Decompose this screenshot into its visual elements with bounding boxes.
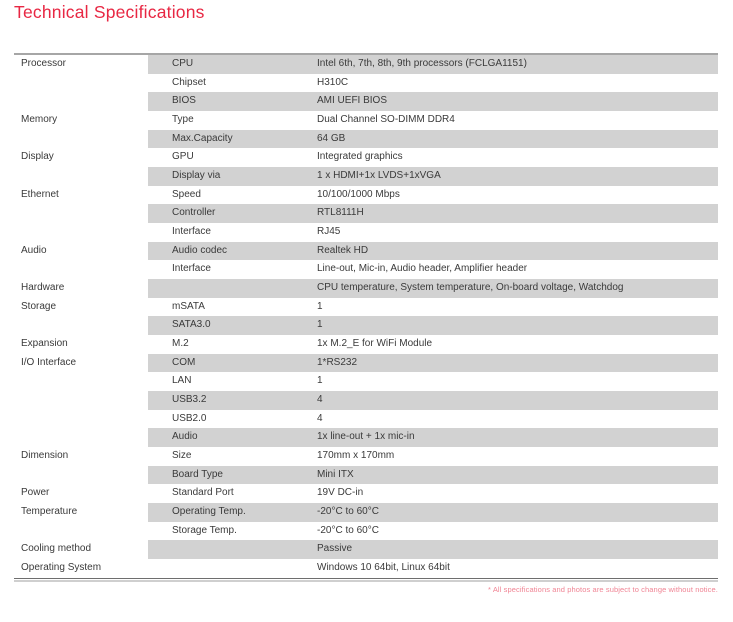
row-sub-label: CPU <box>172 58 194 69</box>
row-sub-label: Type <box>172 114 194 126</box>
row-cells <box>148 186 718 205</box>
row-group-label <box>14 260 148 279</box>
table-row <box>14 55 718 74</box>
table-row <box>14 148 718 167</box>
row-cells <box>148 92 718 111</box>
row-cells <box>148 559 718 578</box>
row-cells <box>148 410 718 429</box>
table-row <box>14 111 718 130</box>
row-group-label <box>14 316 148 335</box>
row-group-label <box>14 466 148 485</box>
footnote: * All specifications and photos are subject to change without notice. <box>488 585 718 594</box>
table-row <box>14 410 718 429</box>
row-value: 4 <box>317 394 323 406</box>
page-title: Technical Specifications <box>14 2 205 22</box>
row-group-label <box>14 130 148 149</box>
row-group-label: Hardware <box>14 279 148 298</box>
row-sub-label <box>148 559 317 578</box>
table-row <box>14 92 718 111</box>
row-sub-label: mSATA <box>172 300 205 312</box>
row-sub-label: Storage Temp. <box>172 524 237 536</box>
row-value: Integrated graphics <box>317 151 403 163</box>
row-sub-label: Standard Port <box>172 487 234 499</box>
row-cells <box>148 55 718 74</box>
row-cells <box>148 148 718 167</box>
row-group-label: Ethernet <box>14 186 148 205</box>
row-sub-label: GPU <box>172 151 194 163</box>
row-group-label <box>14 74 148 93</box>
row-cells <box>148 298 718 317</box>
row-sub-label: COM <box>172 356 196 368</box>
table-row <box>14 540 718 559</box>
row-cells <box>148 74 718 93</box>
row-cells <box>148 279 718 298</box>
row-cells <box>148 503 718 522</box>
row-value: Windows 10 64bit, Linux 64bit <box>317 562 450 574</box>
row-sub-label: Controller <box>172 207 216 219</box>
row-sub-label: LAN <box>172 375 192 387</box>
row-value: Line-out, Mic-in, Audio header, Amplifier header <box>317 263 528 275</box>
row-sub-label: Chipset <box>172 76 206 88</box>
row-group-label <box>14 92 148 111</box>
table-row <box>14 447 718 466</box>
row-group-label <box>14 167 148 186</box>
row-sub-label: BIOS <box>172 95 196 107</box>
row-group-label <box>14 391 148 410</box>
row-cells <box>148 540 718 559</box>
table-row <box>14 74 718 93</box>
row-cells <box>148 484 718 503</box>
row-sub-label: USB2.0 <box>172 412 207 424</box>
table-row <box>14 522 718 541</box>
row-sub-label: Max.Capacity <box>172 132 233 144</box>
row-sub-label: Audio codec <box>172 244 228 256</box>
row-cells <box>148 447 718 466</box>
row-group-label: Operating System <box>14 559 148 578</box>
table-row <box>14 260 718 279</box>
table-row <box>14 130 718 149</box>
row-value: AMI UEFI BIOS <box>317 95 388 107</box>
row-group-label: Expansion <box>14 335 148 354</box>
row-sub-label: Audio <box>172 431 198 443</box>
row-value: Mini ITX <box>317 468 354 480</box>
row-group-label <box>14 428 148 447</box>
row-group-label: Display <box>14 148 148 167</box>
table-bottom-border-light <box>14 580 718 582</box>
row-value: 1 <box>317 300 323 312</box>
row-value: 1 x HDMI+1x LVDS+1xVGA <box>317 170 441 182</box>
row-value: 64 GB <box>317 132 346 144</box>
table-row <box>14 167 718 186</box>
row-value: RTL8111H <box>317 207 364 219</box>
row-cells <box>148 111 718 130</box>
row-sub-label: USB3.2 <box>172 394 207 406</box>
row-cells <box>148 335 718 354</box>
table-row <box>14 484 718 503</box>
row-value: H310C <box>317 76 349 88</box>
row-cells <box>148 372 718 391</box>
table-row <box>14 186 718 205</box>
row-cells <box>148 354 718 373</box>
row-value: Passive <box>317 543 353 555</box>
row-value: Dual Channel SO-DIMM DDR4 <box>317 114 455 126</box>
table-row <box>14 223 718 242</box>
row-sub-label: Board Type <box>172 468 223 480</box>
row-cells <box>148 391 718 410</box>
row-group-label <box>14 410 148 429</box>
row-group-label: Audio <box>14 242 148 261</box>
row-value: 1 <box>317 319 323 331</box>
row-cells <box>148 223 718 242</box>
row-group-label <box>14 204 148 223</box>
row-group-label <box>14 223 148 242</box>
row-sub-label <box>148 540 317 559</box>
table-body <box>14 55 718 578</box>
table-row <box>14 316 718 335</box>
row-cells <box>148 522 718 541</box>
row-group-label <box>14 522 148 541</box>
row-sub-label: Operating Temp. <box>172 506 246 518</box>
row-group-label: Cooling method <box>14 540 148 559</box>
table-row <box>14 354 718 373</box>
row-group-label <box>14 372 148 391</box>
row-value: Intel 6th, 7th, 8th, 9th processors (FCLGA1151) <box>317 58 527 69</box>
row-sub-label: M.2 <box>172 338 189 350</box>
row-value: RJ45 <box>317 226 341 238</box>
row-cells <box>148 204 718 223</box>
row-sub-label: Interface <box>172 263 211 275</box>
table-row <box>14 466 718 485</box>
table-row <box>14 298 718 317</box>
row-sub-label: Speed <box>172 188 201 200</box>
table-row <box>14 559 718 578</box>
row-cells <box>148 260 718 279</box>
row-cells <box>148 242 718 261</box>
row-value: Realtek HD <box>317 244 369 256</box>
row-sub-label: Interface <box>172 226 211 238</box>
table-row <box>14 428 718 447</box>
row-group-label: Power <box>14 484 148 503</box>
row-sub-label: Size <box>172 450 192 462</box>
row-group-label: I/O Interface <box>14 354 148 373</box>
row-value: 1 <box>317 375 323 387</box>
spec-table <box>14 53 718 582</box>
table-row <box>14 279 718 298</box>
row-group-label: Storage <box>14 298 148 317</box>
table-row <box>14 372 718 391</box>
table-row <box>14 503 718 522</box>
row-sub-label: SATA3.0 <box>172 319 211 331</box>
row-value: 10/100/1000 Mbps <box>317 188 400 200</box>
row-cells <box>148 167 718 186</box>
row-value: -20°C to 60°C <box>317 506 379 518</box>
table-row <box>14 391 718 410</box>
table-row <box>14 242 718 261</box>
row-group-label: Temperature <box>14 503 148 522</box>
row-group-label: Dimension <box>14 447 148 466</box>
row-group-label: Memory <box>14 111 148 130</box>
table-row <box>14 204 718 223</box>
row-value: 1*RS232 <box>317 356 358 368</box>
row-group-label: Processor <box>14 55 148 74</box>
row-cells <box>148 428 718 447</box>
row-cells <box>148 466 718 485</box>
row-cells <box>148 316 718 335</box>
table-row <box>14 335 718 354</box>
row-value: 19V DC-in <box>317 487 364 499</box>
row-cells <box>148 130 718 149</box>
row-sub-label <box>148 279 317 298</box>
row-value: 170mm x 170mm <box>317 450 395 462</box>
row-sub-label: Display via <box>172 170 221 182</box>
row-value: 4 <box>317 412 323 424</box>
row-value: -20°C to 60°C <box>317 524 379 536</box>
row-value: CPU temperature, System temperature, On-board voltage, Watchdog <box>317 282 624 294</box>
row-value: 1x M.2_E for WiFi Module <box>317 338 433 350</box>
row-value: 1x line-out + 1x mic-in <box>317 431 415 443</box>
